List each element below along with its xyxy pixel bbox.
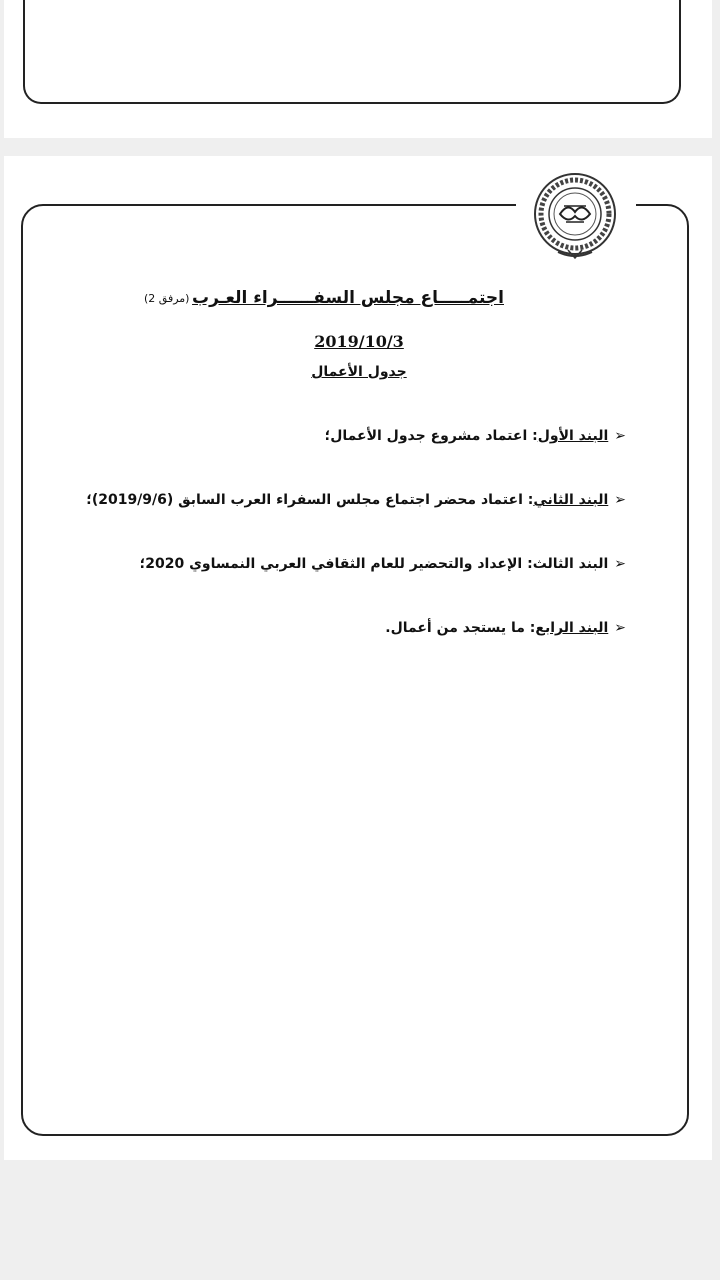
header-row xyxy=(144,284,504,312)
arab-league-seal-icon xyxy=(530,170,620,262)
agenda-item-text: اعتماد مشروع جدول الأعمال؛ xyxy=(324,428,528,444)
agenda-item-4: ➢البند الرابع: ما يستجد من أعمال. xyxy=(385,620,626,636)
meeting-date: 2019/10/3 xyxy=(314,332,404,351)
arrow-bullet-icon: ➢ xyxy=(614,428,626,444)
annex-label: (مرفق 2) xyxy=(144,291,190,305)
agenda-item-2: ➢البند الثاني: اعتماد محضر اجتماع مجلس السفراء العرب السابق (2019/9/6)؛ xyxy=(86,492,626,508)
document-title: اجتمـــــاع مجلس السفــــــراء العـرب xyxy=(192,288,504,308)
agenda-heading: جدول الأعمال xyxy=(311,364,407,380)
agenda-item-label: البند الأول xyxy=(537,428,609,444)
agenda-item-text: اعتماد محضر اجتماع مجلس السفراء العرب السابق (2019/9/6)؛ xyxy=(86,492,523,508)
agenda-item-label: البند الثاني xyxy=(533,492,609,508)
document-page xyxy=(4,156,712,1160)
previous-page-border xyxy=(23,0,681,104)
agenda-item-text: الإعداد والتحضير للعام الثقافي العربي النمساوي 2020؛ xyxy=(139,556,523,572)
arrow-bullet-icon: ➢ xyxy=(614,556,626,572)
previous-page xyxy=(4,0,712,138)
agenda-item-label: البند الرابع xyxy=(535,620,609,636)
agenda-item-3: ➢البند الثالث: الإعداد والتحضير للعام الثقافي العربي النمساوي 2020؛ xyxy=(139,556,626,572)
arrow-bullet-icon: ➢ xyxy=(614,620,626,636)
arrow-bullet-icon: ➢ xyxy=(614,492,626,508)
agenda-item-text: ما يستجد من أعمال. xyxy=(385,620,525,636)
agenda-item-1: ➢البند الأول: اعتماد مشروع جدول الأعمال؛ xyxy=(324,428,626,444)
agenda-item-label: البند الثالث xyxy=(532,556,609,572)
